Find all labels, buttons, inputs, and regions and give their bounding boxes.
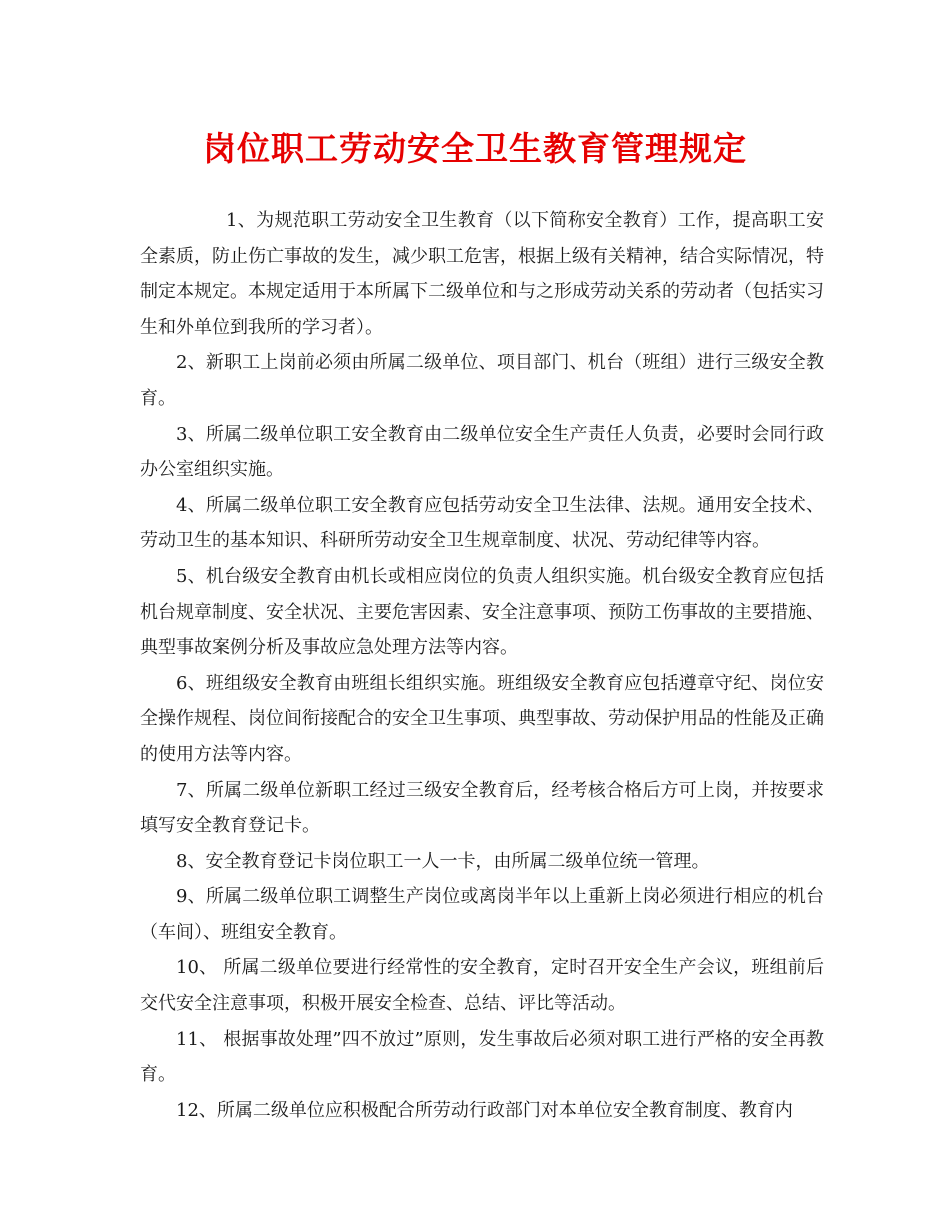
paragraph-3: 3、所属二级单位职工安全教育由二级单位安全生产责任人负责，必要时会同行政办公室组织实施。 <box>140 423 824 481</box>
paragraph-7: 7、所属二级单位新职工经过三级安全教育后，经考核合格后方可上岗，并按要求填写安全教育登记卡。 <box>140 779 824 837</box>
paragraph-5: 5、机台级安全教育由机长或相应岗位的负责人组织实施。机台级安全教育应包括机台规章制度、安全状况、主要危害因素、安全注意事项、预防工伤事故的主要措施、典型事故案例分析及事故应急处理方法等内容。 <box>140 565 824 659</box>
paragraph-8: 8、安全教育登记卡岗位职工一人一卡，由所属二级单位统一管理。 <box>176 850 710 872</box>
paragraph-9: 9、所属二级单位职工调整生产岗位或离岗半年以上重新上岗必须进行相应的机台（车间）、班组安全教育。 <box>140 886 824 943</box>
document-body <box>140 203 824 1128</box>
paragraph-1: 1、为规范职工劳动安全卫生教育（以下简称安全教育）工作，提高职工安全素质，防止伤亡事故的发生，减少职工危害，根据上级有关精神，结合实际情况，特制定本规定。本规定适用于本所属下二级单位和与之形成劳动关系的劳动者（包括实习生和外单位到我所的学习者）。 <box>140 210 824 338</box>
paragraph-2: 2、新职工上岗前必须由所属二级单位、项目部门、机台（班组）进行三级安全教育。 <box>140 352 824 409</box>
paragraph-10: 10、 所属二级单位要进行经常性的安全教育，定时召开安全生产会议，班组前后交代安全注意事项，积极开展安全检查、总结、评比等活动。 <box>140 957 824 1015</box>
paragraph-12: 12、所属二级单位应积极配合所劳动行政部门对本单位安全教育制度、教育内 <box>176 1099 793 1121</box>
paragraph-11: 11、 根据事故处理”四不放过”原则，发生事故后必须对职工进行严格的安全再教育。 <box>140 1028 824 1086</box>
paragraph-6: 6、班组级安全教育由班组长组织实施。班组级安全教育应包括遵章守纪、岗位安全操作规程、岗位间衔接配合的安全卫生事项、典型事故、劳动保护用品的性能及正确的使用方法等内容。 <box>140 672 824 765</box>
document-title: 岗位职工劳动安全卫生教育管理规定 <box>203 129 747 168</box>
paragraph-4: 4、所属二级单位职工安全教育应包括劳动安全卫生法律、法规。通用安全技术、劳动卫生的基本知识、科研所劳动安全卫生规章制度、状况、劳动纪律等内容。 <box>140 494 824 552</box>
